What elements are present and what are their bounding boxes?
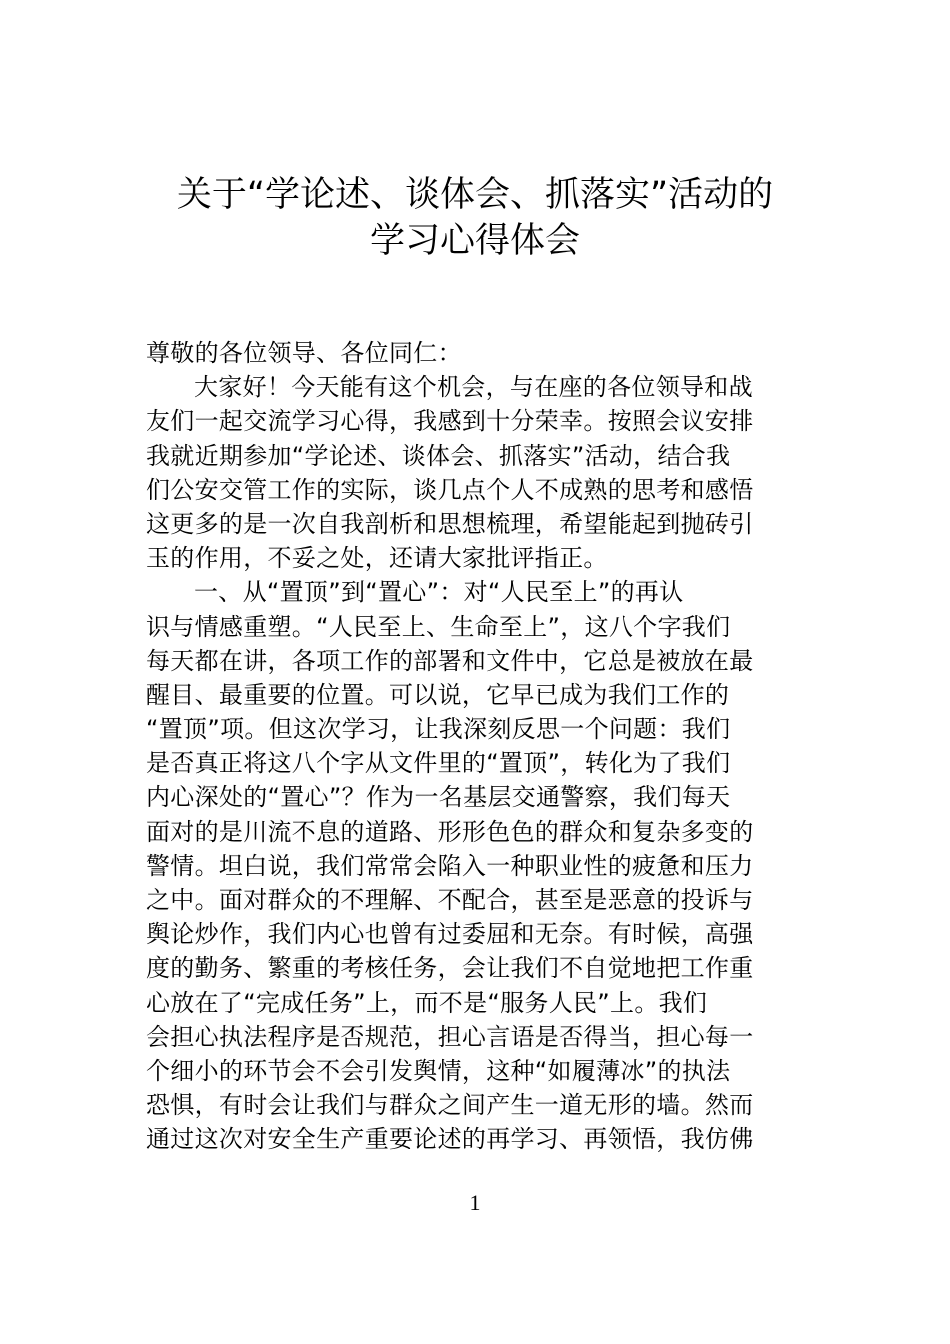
- section-one-line: 每天都在讲，各项工作的部署和文件中，它总是被放在最: [146, 646, 754, 675]
- section-one-line: 醒目、最重要的位置。可以说，它早已成为我们工作的: [146, 680, 730, 709]
- paragraph-intro-line: 玉的作用，不妥之处，还请大家批评指正。: [146, 544, 608, 573]
- paragraph-intro-line: 友们一起交流学习心得，我感到十分荣幸。按照会议安排: [146, 407, 754, 436]
- document-body: [146, 336, 806, 1157]
- section-one-line: “置顶”项。但这次学习，让我深刻反思一个问题：我们: [146, 715, 731, 744]
- section-one-line: 内心深处的“置心”？作为一名基层交通警察，我们每天: [146, 783, 731, 812]
- section-one-line: 恐惧，有时会让我们与群众之间产生一道无形的墙。然而: [146, 1091, 754, 1120]
- section-one-line: 个细小的环节会不会引发舆情，这种“如履薄冰”的执法: [146, 1056, 731, 1085]
- section-one-line: 心放在了“完成任务”上，而不是“服务人民”上。我们: [146, 988, 708, 1017]
- section-one-line: 面对的是川流不息的道路、形形色色的群众和复杂多变的: [146, 817, 754, 846]
- section-one-line: 警情。坦白说，我们常常会陷入一种职业性的疲惫和压力: [146, 851, 754, 880]
- section-one-line: 识与情感重塑。“人民至上、生命至上”，这八个字我们: [146, 612, 731, 641]
- paragraph-intro-line: 们公安交管工作的实际，谈几点个人不成熟的思考和感悟: [146, 475, 754, 504]
- paragraph-intro-line: 大家好！今天能有这个机会，与在座的各位领导和战: [194, 373, 753, 402]
- document-title-line-2: 学习心得体会: [369, 221, 580, 261]
- section-one-line: 是否真正将这八个字从文件里的“置顶”，转化为了我们: [146, 749, 731, 778]
- section-one-line: 会担心执法程序是否规范，担心言语是否得当，担心每一: [146, 1022, 754, 1051]
- section-one-line: 度的勤务、繁重的考核任务，会让我们不自觉地把工作重: [146, 954, 754, 983]
- section-one-line: 一、从“置顶”到“置心”：对“人民至上”的再认: [194, 578, 684, 607]
- section-one-line: 通过这次对安全生产重要论述的再学习、再领悟，我仿佛: [146, 1125, 754, 1154]
- document-title-line-1: 关于“学论述、谈体会、抓落实”活动的: [176, 175, 774, 215]
- section-one-line: 之中。面对群众的不理解、不配合，甚至是恶意的投诉与: [146, 886, 754, 914]
- paragraph-intro-line: 我就近期参加“学论述、谈体会、抓落实”活动，结合我: [146, 441, 731, 470]
- salutation: 尊敬的各位领导、各位同仁：: [146, 339, 462, 367]
- paragraph-intro-line: 这更多的是一次自我剖析和思想梳理，希望能起到抛砖引: [146, 509, 754, 538]
- page-number: 1: [469, 1190, 481, 1215]
- section-one-line: 舆论炒作，我们内心也曾有过委屈和无奈。有时候，高强: [146, 920, 754, 949]
